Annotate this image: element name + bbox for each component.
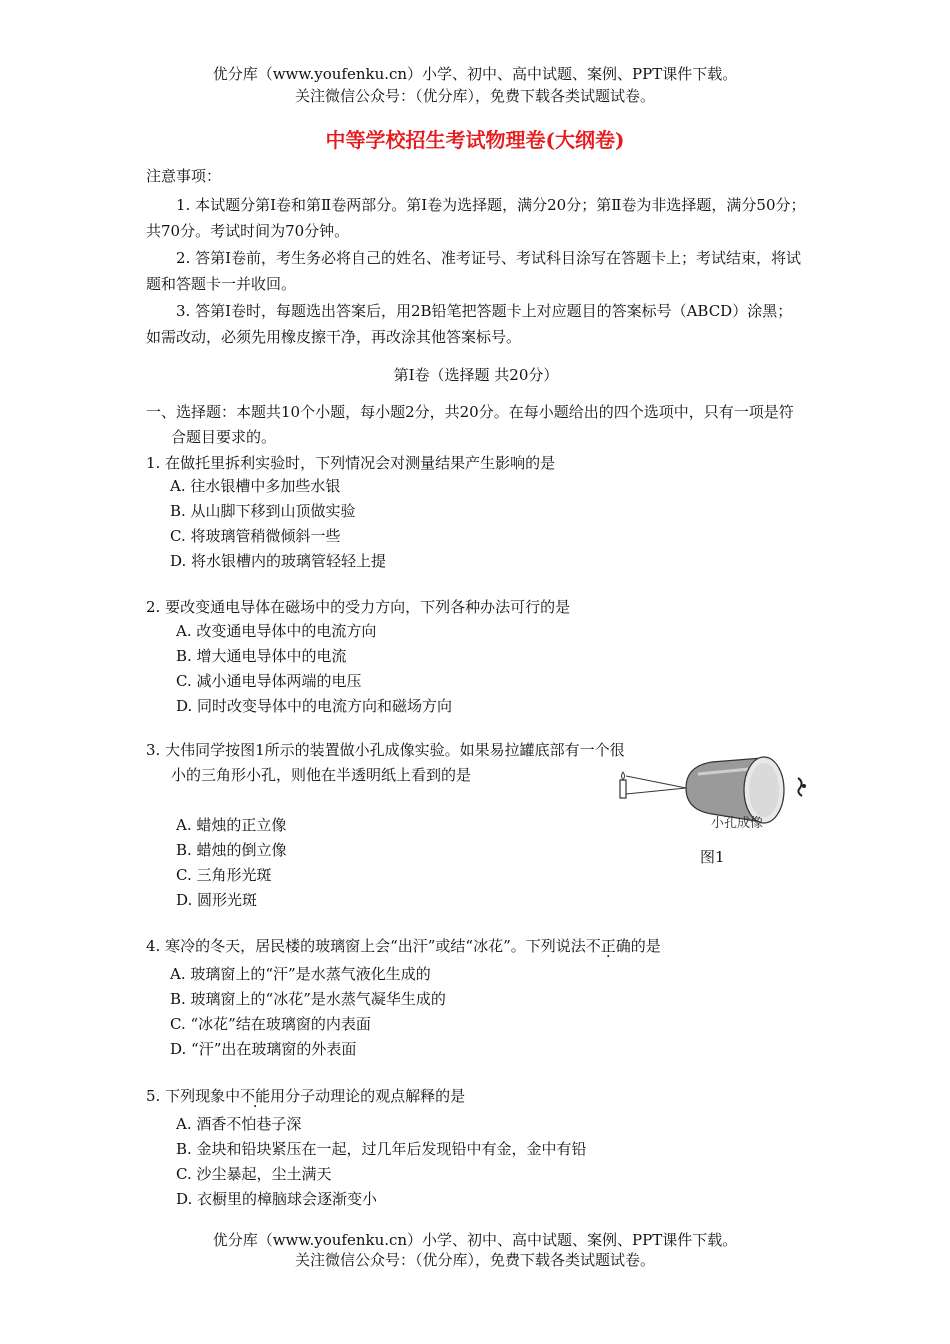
- question-2-option-b: B. 增大通电导体中的电流: [176, 647, 347, 665]
- question-4-option-b: B. 玻璃窗上的“冰花”是水蒸气凝华生成的: [170, 990, 446, 1008]
- page-title: 中等学校招生考试物理卷(大纲卷): [325, 128, 625, 152]
- question-1-stem: 1. 在做托里拆利实验时，下列情况会对测量结果产生影响的是: [146, 454, 556, 472]
- question-5-option-a: A. 酒香不怕巷子深: [176, 1115, 302, 1133]
- question-4-emphasis: 不正确: [585, 937, 631, 955]
- question-4-stem-post: 的是: [630, 937, 661, 955]
- question-1-option-d: D. 将水银槽内的玻璃管轻轻上提: [170, 552, 387, 570]
- question-4-option-d: D. “汗”出在玻璃窗的外表面: [170, 1040, 357, 1058]
- question-1-option-b: B. 从山脚下移到山顶做实验: [170, 502, 356, 520]
- question-2-option-c: C. 减小通电导体两端的电压: [176, 672, 362, 690]
- question-3-option-a: A. 蜡烛的正立像: [176, 816, 287, 834]
- eye-pupil: [802, 784, 806, 788]
- notice-heading: 注意事项：: [146, 167, 222, 185]
- header-line-1: 优分库（www.youfenku.cn）小学、初中、高中试题、案例、PPT课件下载。: [212, 65, 738, 83]
- question-4-option-c: C. “冰花”结在玻璃窗的内表面: [170, 1015, 371, 1033]
- question-4-stem: [146, 934, 806, 959]
- footer-line-1: 优分库（www.youfenku.cn）小学、初中、高中试题、案例、PPT课件下载。: [212, 1231, 738, 1249]
- section-title: 第Ⅰ卷（选择题 共20分）: [393, 366, 559, 384]
- question-4-option-a: A. 玻璃窗上的“汗”是水蒸气液化生成的: [170, 965, 431, 983]
- section-instruction: 一、选择题：本题共10个小题，每小题2分，共20分。在每小题给出的四个选项中，只有一项是符合题目要求的。: [146, 403, 794, 446]
- notice-item-3: 3. 答第Ⅰ卷时，每题选出答案后，用2B铅笔把答题卡上对应题目的答案标号（ABCD）涂黑；如需改动，必须先用橡皮擦干净，再改涂其他答案标号。: [146, 302, 793, 346]
- question-2-option-d: D. 同时改变导体中的电流方向和磁场方向: [176, 697, 453, 715]
- question-3-option-d: D. 圆形光斑: [176, 891, 258, 909]
- notice-item-1: 1. 本试题分第Ⅰ卷和第Ⅱ卷两部分。第Ⅰ卷为选择题，满分20分；第Ⅱ卷为非选择题，满分50分；共70分。考试时间为70分钟。: [146, 196, 806, 240]
- question-2-stem: 2. 要改变通电导体在磁场中的受力方向，下列各种办法可行的是: [146, 598, 571, 616]
- candle: [620, 780, 626, 798]
- question-1-option-c: C. 将玻璃管稍微倾斜一些: [170, 527, 341, 545]
- notice-item-2: 2. 答第Ⅰ卷前，考生务必将自己的姓名、准考证号、考试科目涂写在答题卡上；考试结束，将试题和答题卡一并收回。: [146, 249, 802, 293]
- figure-caption: 图1: [700, 848, 725, 866]
- footer-line-2: 关注微信公众号：（优分库），免费下载各类试题试卷。: [294, 1251, 655, 1269]
- eye-icon: [798, 778, 802, 796]
- question-3-option-b: B. 蜡烛的倒立像: [176, 841, 287, 859]
- light-ray-top: [626, 776, 686, 788]
- question-4-stem-pre: 4. 寒冷的冬天，居民楼的玻璃窗上会“出汗”或结“冰花”。下列说法: [146, 937, 586, 955]
- question-5-stem-post: 用分子动理论的观点解释的是: [270, 1087, 466, 1105]
- question-3-stem: 3. 大伟同学按图1所示的装置做小孔成像实验。如果易拉罐底部有一个很小的三角形小孔，则他在半透明纸上看到的是: [146, 741, 625, 784]
- question-5-option-c: C. 沙尘暴起，尘土满天: [176, 1165, 332, 1183]
- question-1-option-a: A. 往水银槽中多加些水银: [170, 477, 341, 495]
- question-5-option-b: B. 金块和铅块紧压在一起，过几年后发现铅中有金，金中有铅: [176, 1140, 587, 1158]
- question-3-option-c: C. 三角形光斑: [176, 866, 272, 884]
- paper-shading: [749, 763, 779, 817]
- question-5-option-d: D. 衣橱里的樟脑球会逐渐变小: [176, 1190, 378, 1208]
- question-2-option-a: A. 改变通电导体中的电流方向: [176, 622, 377, 640]
- candle-flame: [622, 772, 625, 780]
- question-5-stem-pre: 5. 下列现象中: [146, 1087, 241, 1105]
- header-line-2: 关注微信公众号：（优分库），免费下载各类试题试卷。: [294, 87, 655, 105]
- light-ray-bottom: [626, 788, 686, 794]
- question-5-stem: [146, 1084, 806, 1109]
- figure-sub-label: 小孔成像: [711, 816, 764, 831]
- question-5-emphasis: 不能: [240, 1087, 271, 1105]
